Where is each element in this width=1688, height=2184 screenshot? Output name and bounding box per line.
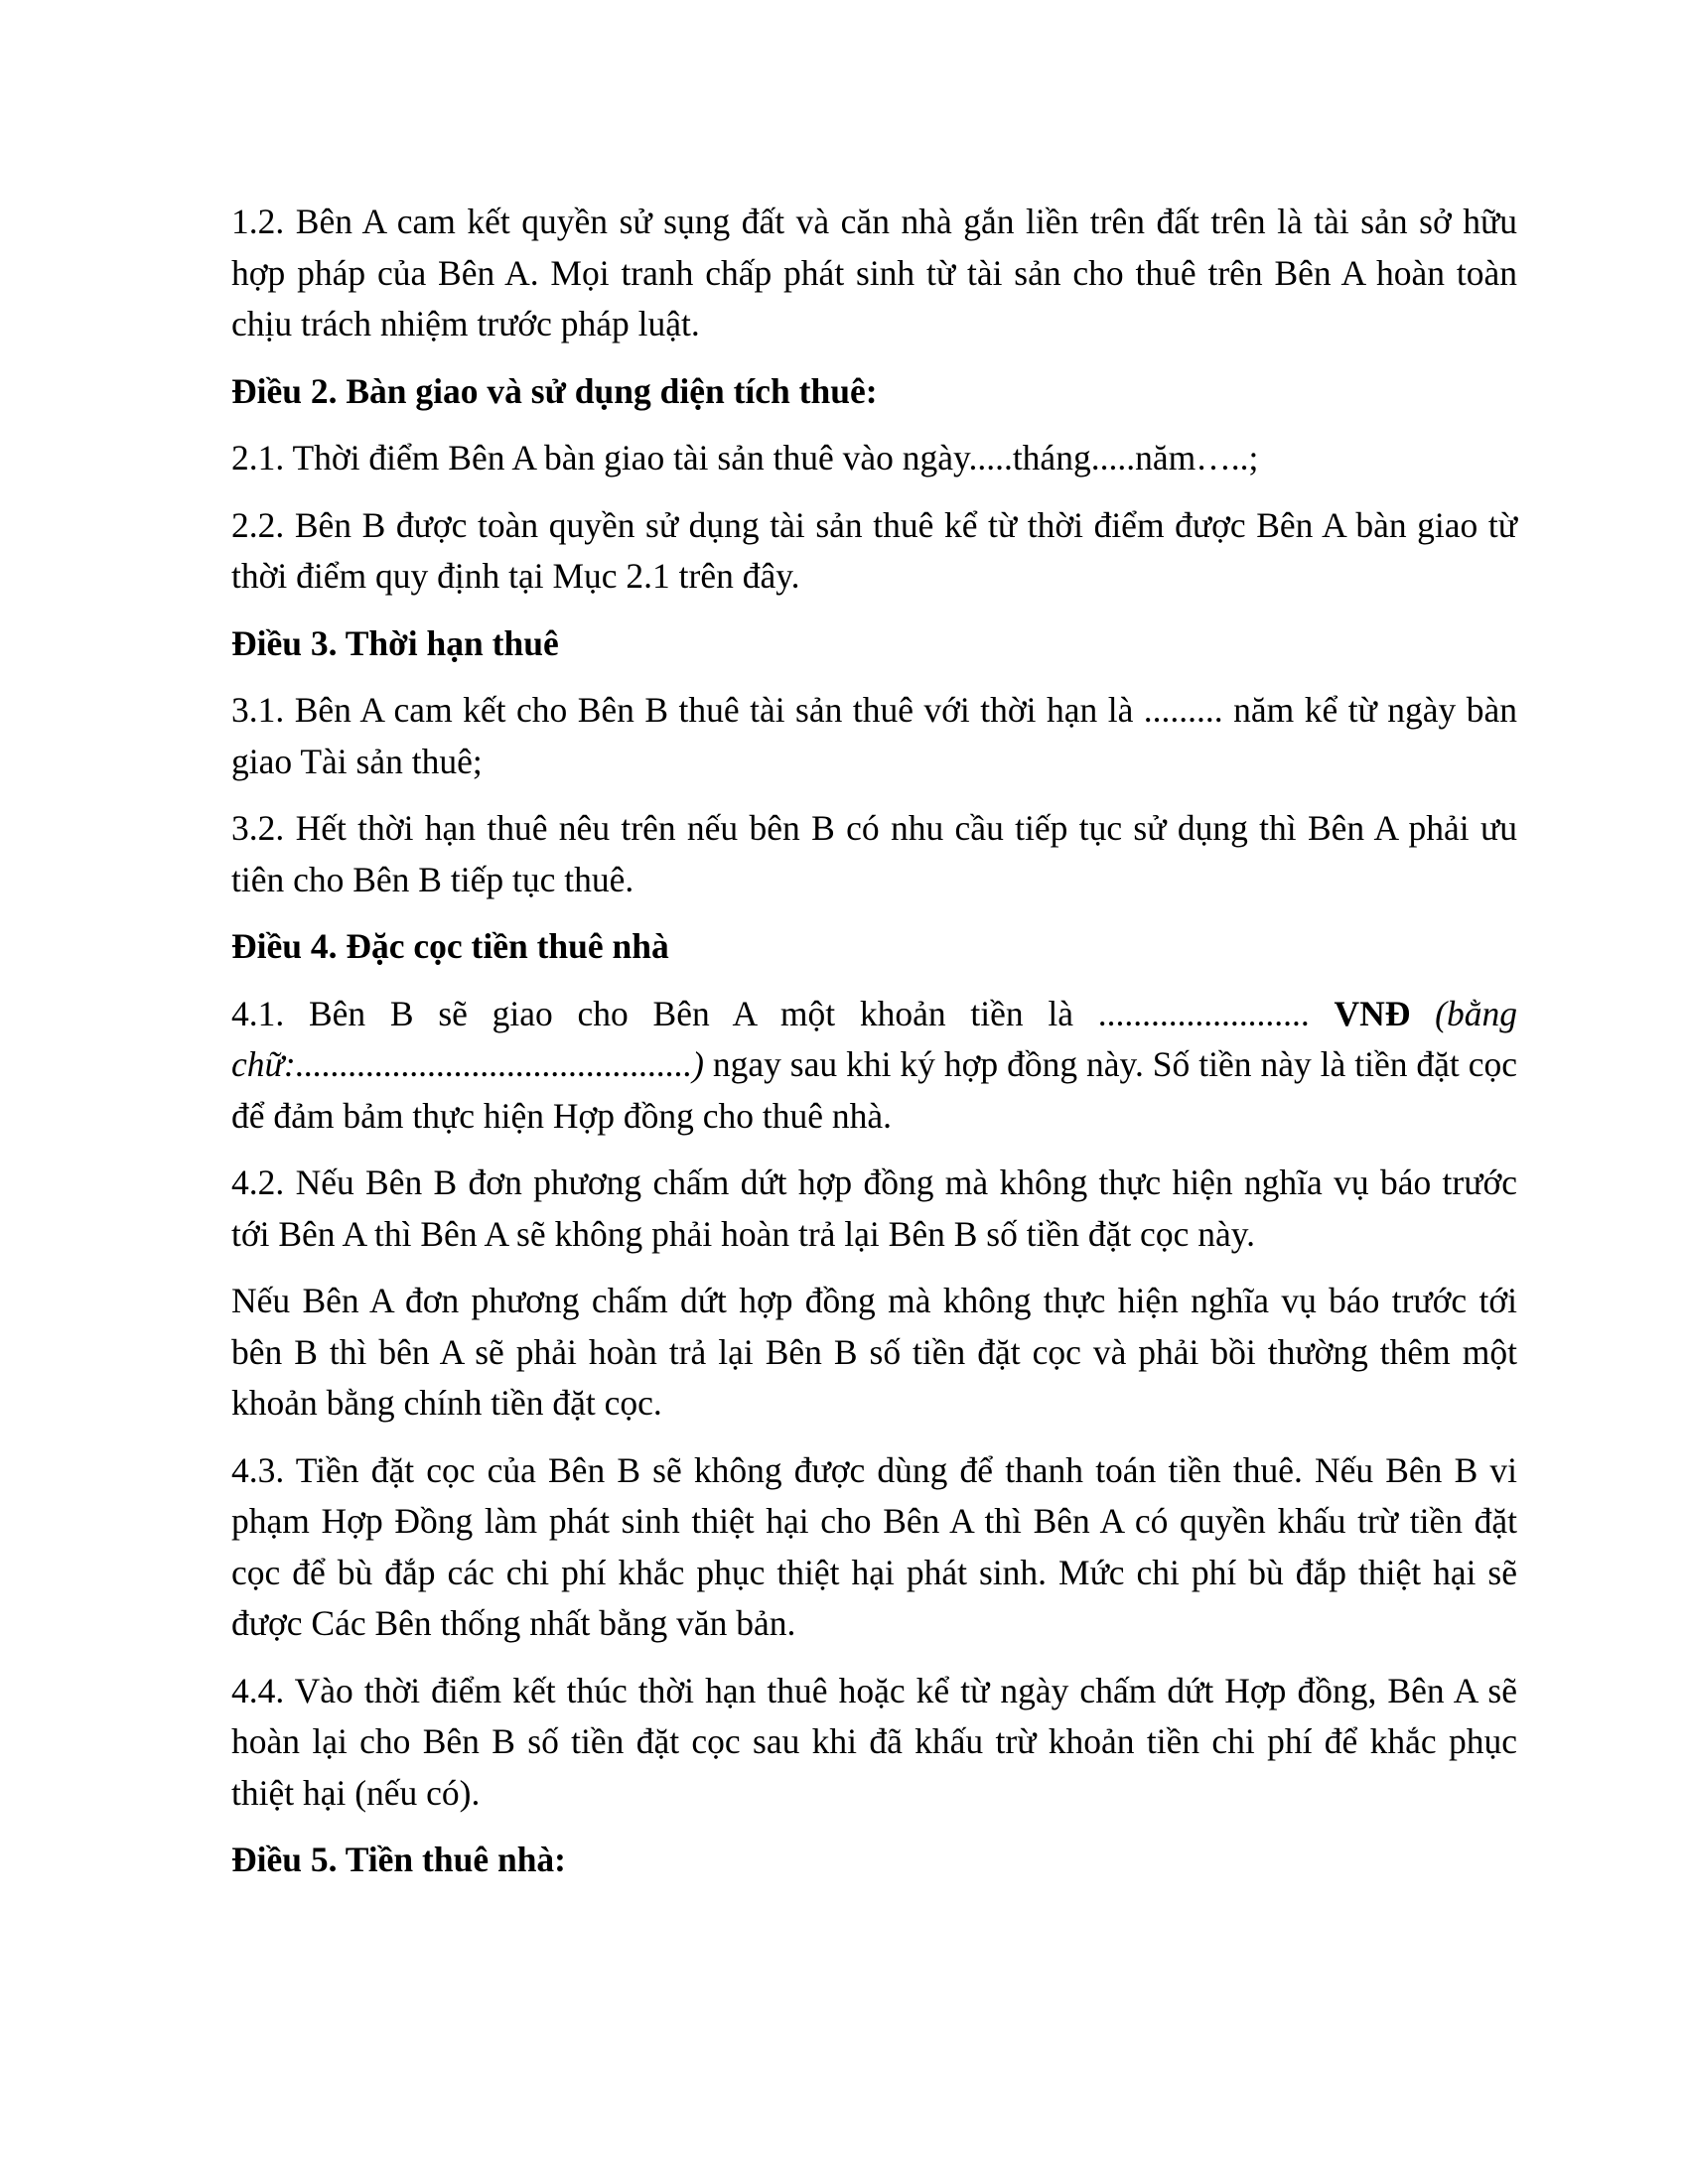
clause-4-1 [231,989,1517,1143]
clause-4-2-continued: Nếu Bên A đơn phương chấm dứt hợp đồng mà không thực hiện nghĩa vụ báo trước tới bên B thì bên A sẽ phải hoàn trả lại Bên B số tiền đặt cọc và phải bồi thường thêm một khoản bằng chính tiền đặt cọc. [231,1281,1517,1423]
article-3-heading: Điều 3. Thời hạn thuê [231,622,559,663]
article-4-heading: Điều 4. Đặc cọc tiền thuê nhà [231,926,669,966]
clause-4-3: 4.3. Tiền đặt cọc của Bên B sẽ không được dùng để thanh toán tiền thuê. Nếu Bên B vi phạm Hợp Đồng làm phát sinh thiệt hại cho Bên A thì Bên A có quyền khấu trừ tiền đặt cọc để bù đắp các chi phí khắc phục thiệt hại phát sinh. Mức chi phí bù đắp thiệt hại sẽ được Các Bên thống nhất bằng văn bản. [231,1449,1517,1643]
document-page [231,197,1517,1902]
clause-1-2: 1.2. Bên A cam kết quyền sử sụng đất và căn nhà gắn liền trên đất trên là tài sản sở hữu hợp pháp của Bên A. Mọi tranh chấp phát sinh từ tài sản cho thuê trên Bên A hoàn toàn chịu trách nhiệm trước pháp luật. [231,202,1517,343]
article-5-heading: Điều 5. Tiền thuê nhà: [231,1840,567,1879]
clause-3-2: 3.2. Hết thời hạn thuê nêu trên nếu bên B có nhu cầu tiếp tục sử dụng thì Bên A phải ưu tiên cho Bên B tiếp tục thuê. [231,808,1517,899]
currency-label: VNĐ [1334,993,1411,1033]
amount-in-words: (bằng chữ:.............................................) [231,993,1517,1084]
article-2-heading: Điều 2. Bàn giao và sử dụng diện tích thuê: [231,370,878,411]
clause-4-2: 4.2. Nếu Bên B đơn phương chấm dứt hợp đồng mà không thực hiện nghĩa vụ báo trước tới Bên A thì Bên A sẽ không phải hoàn trả lại Bên B số tiền đặt cọc này. [231,1162,1517,1254]
clause-2-1: 2.1. Thời điểm Bên A bàn giao tài sản thuê vào ngày.....tháng.....năm…..; [231,438,1259,478]
clause-2-2: 2.2. Bên B được toàn quyền sử dụng tài sản thuê kể từ thời điểm được Bên A bàn giao từ thời điểm quy định tại Mục 2.1 trên đây. [231,504,1517,596]
clause-4-1-text-start: 4.1. Bên B sẽ giao cho Bên A một khoản tiền là ........................ [231,993,1335,1033]
clause-4-4: 4.4. Vào thời điểm kết thúc thời hạn thuê hoặc kể từ ngày chấm dứt Hợp đồng, Bên A sẽ hoàn lại cho Bên B số tiền đặt cọc sau khi đã khấu trừ khoản tiền chi phí để khắc phục thiệt hại (nếu có). [231,1670,1517,1813]
clause-4-1-text-end: ngay sau khi ký hợp đồng này. Số tiền này là tiền đặt cọc để đảm bảm thực hiện Hợp đồng cho thuê nhà. [231,1044,1517,1136]
clause-3-1: 3.1. Bên A cam kết cho Bên B thuê tài sản thuê với thời hạn là ......... năm kể từ ngày bàn giao Tài sản thuê; [231,690,1517,781]
